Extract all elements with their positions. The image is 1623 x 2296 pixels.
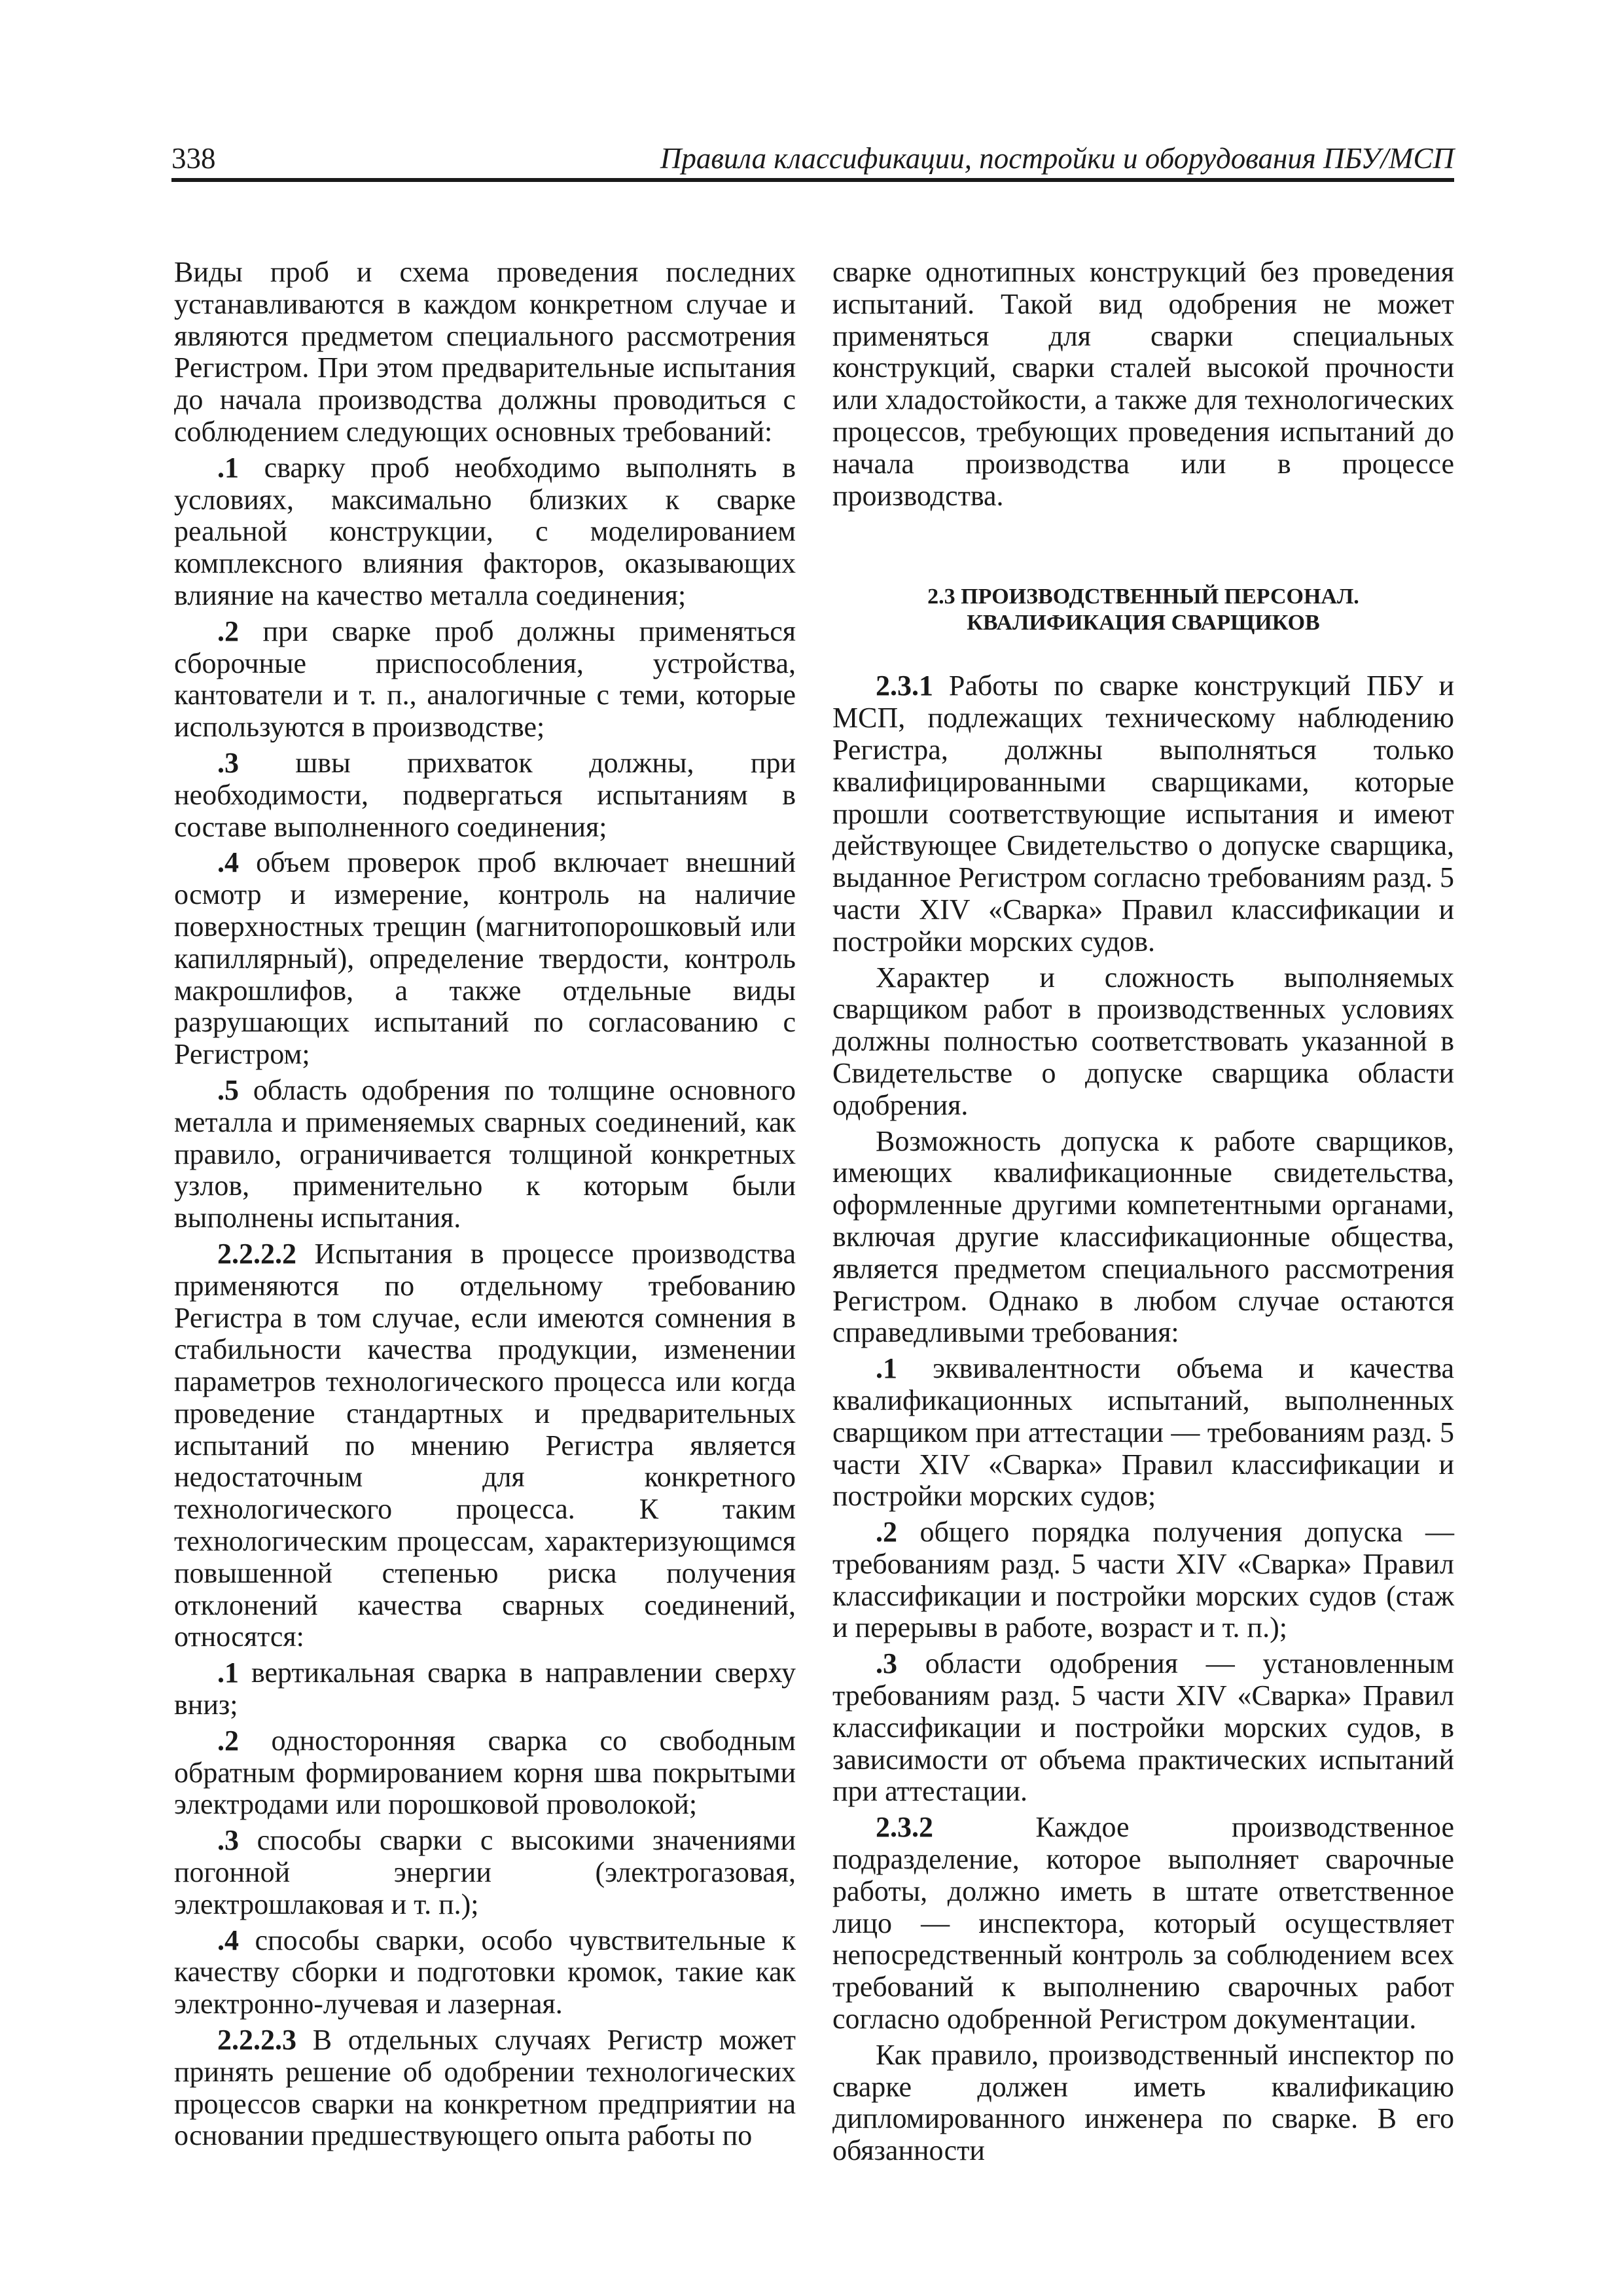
item-text: области одобрения — установленным требованиям разд. 5 части XIV «Сварка» Правил классификации и постройки морских судов, в зависимости от объема практических испытаний при аттестации. [832, 1647, 1454, 1808]
item-text: швы прихваток должны, при необходимости, подвергаться испытаниям в составе выполненного соединения; [174, 746, 796, 843]
item-number: .2 [217, 1724, 239, 1757]
section-heading-line: 2.3 ПРОИЗВОДСТВЕННЫЙ ПЕРСОНАЛ. [927, 584, 1359, 609]
page-header [171, 140, 1454, 182]
item-text: эквивалентности объема и качества квалификационных испытаний, выполненных сварщиком при аттестации — требованиям разд. 5 части XIV «Сварка» Правил классификации и постройки морских судов; [832, 1352, 1454, 1513]
paragraph: Как правило, производственный инспектор по сварке должен иметь квалификацию дипломированного инженера по сварке. В его обязанности [832, 2038, 1454, 2167]
item-number: .1 [217, 1657, 239, 1689]
item-number: .1 [217, 451, 239, 484]
clause-2-2-2-2 [174, 1238, 796, 1653]
list-item [174, 847, 796, 1071]
list-item [832, 1353, 1454, 1513]
page-number: 338 [171, 142, 216, 175]
list-item [174, 1925, 796, 2020]
clause-text: Каждое производственное подразделение, которое выполняет сварочные работы, должно иметь в штате ответственное лицо — инспектора, который осуществляет непосредственный контроль за соблюдением всех требований к выполнению сварочных работ согласно одобренной Регистром документации. [832, 1811, 1454, 2036]
clause-2-3-2 [832, 1812, 1454, 2036]
paragraph: Виды проб и схема проведения последних устанавливаются в каждом конкретном случае и являются предметом специального рассмотрения Регистром. При этом предварительные испытания до начала производства должны проводиться с соблюдением следующих основных требований: [174, 256, 796, 448]
clause-number: 2.2.2.2 [217, 1237, 296, 1270]
item-number: .2 [876, 1516, 897, 1549]
clause-text: Испытания в процессе производства применяются по отдельному требованию Регистра в том случае, если имеются сомнения в стабильности качества продукции, изменении параметров технологического процесса или когда проведение стандартных и предварительных испытаний по мнению Регистра является недостаточным для конкретного технологического процесса. К таким технологическим процессам, характеризующимся повышенной степенью риска получения отклонений качества сварных соединений, относятся: [174, 1237, 796, 1653]
list-item [832, 1648, 1454, 1808]
list-item [174, 1825, 796, 1920]
list-item [174, 1725, 796, 1821]
clause-number: 2.3.1 [876, 670, 933, 702]
paragraph: сварке однотипных конструкций без проведения испытаний. Такой вид одобрения не может применяться для сварки специальных конструкций, сварки сталей высокой прочности или хладостойкости, а также для технологических процессов, требующих проведения испытаний до начала производства или в процессе производства. [832, 256, 1454, 512]
item-number: .4 [217, 1924, 239, 1956]
section-heading [832, 584, 1454, 636]
item-number: .3 [876, 1647, 897, 1680]
clause-number: 2.3.2 [876, 1811, 933, 1844]
running-title: Правила классификации, постройки и оборудования ПБУ/МСП [660, 142, 1454, 175]
item-number: .3 [217, 1824, 239, 1857]
list-item [832, 1516, 1454, 1644]
item-number: .4 [217, 846, 239, 879]
list-item [174, 616, 796, 744]
item-text: сварку проб необходимо выполнять в условиях, максимально близких к сварке реальной конструкции, с моделированием комплексного влияния факторов, оказывающих влияние на качество металла соединения; [174, 451, 796, 611]
item-text: общего порядка получения допуска — требованиям разд. 5 части XIV «Сварка» Правил классификации и постройки морских судов (стаж и перерывы в работе, возраст и т. п.); [832, 1516, 1454, 1644]
item-text: вертикальная сварка в направлении сверху вниз; [174, 1657, 796, 1721]
clause-text: В отдельных случаях Регистр может принять решение об одобрении технологических процессов сварки на конкретном предприятии на основании предшествующего опыта работы по [174, 2024, 796, 2152]
item-number: .5 [217, 1073, 239, 1106]
paragraph: Характер и сложность выполняемых сварщиком работ в производственных условиях должны полностью соответствовать указанной в Свидетельстве о допуске сварщика области одобрения. [832, 961, 1454, 1121]
item-text: способы сварки, особо чувствительные к качеству сборки и подготовки кромок, такие как электронно-лучевая и лазерная. [174, 1924, 796, 2020]
item-text: способы сварки с высокими значениями погонной энергии (электрогазовая, электрошлаковая и т. п.); [174, 1824, 796, 1920]
item-number: .1 [876, 1352, 897, 1385]
paragraph: Возможность допуска к работе сварщиков, имеющих квалификационные свидетельства, оформленные другими компетентными органами, включая другие классификационные общества, является предметом специального рассмотрения Регистром. Однако в любом случае остаются справедливыми требования: [832, 1124, 1454, 1349]
item-text: объем проверок проб включает внешний осмотр и измерение, контроль на наличие поверхностных трещин (магнитопорошковый или капиллярный), определение твердости, контроль макрошлифов, а также отдельные виды разрушающих испытаний по согласованию с Регистром; [174, 846, 796, 1071]
list-item [174, 747, 796, 843]
list-item [174, 1657, 796, 1721]
list-item [174, 1075, 796, 1234]
section-heading-line: КВАЛИФИКАЦИЯ СВАРЩИКОВ [967, 611, 1320, 636]
right-column [832, 257, 1454, 2171]
clause-number: 2.2.2.3 [217, 2024, 296, 2056]
item-text: область одобрения по толщине основного металла и применяемых сварных соединений, как правило, ограничивается толщиной конкретных узлов, применительно к которым были выполнены испытания. [174, 1073, 796, 1234]
clause-2-2-2-3 [174, 2024, 796, 2152]
item-number: .2 [217, 615, 239, 647]
item-number: .3 [217, 746, 239, 779]
list-item [174, 452, 796, 612]
clause-text: Работы по сварке конструкций ПБУ и МСП, подлежащих техническому наблюдению Регистра, должны выполняться только квалифицированными сварщиками, которые прошли соответствующие испытания и имеют действующее Свидетельство о допуске сварщика, выданное Регистром согласно требованиям разд. 5 части XIV «Сварка» Правил классификации и постройки морских судов. [832, 670, 1454, 958]
item-text: односторонняя сварка со свободным обратным формированием корня шва покрытыми электродами или порошковой проволокой; [174, 1724, 796, 1821]
left-column [174, 257, 796, 2156]
clause-2-3-1 [832, 670, 1454, 958]
item-text: при сварке проб должны применяться сборочные приспособления, устройства, кантователи и т. п., аналогичные с теми, которые используются в производстве; [174, 615, 796, 744]
